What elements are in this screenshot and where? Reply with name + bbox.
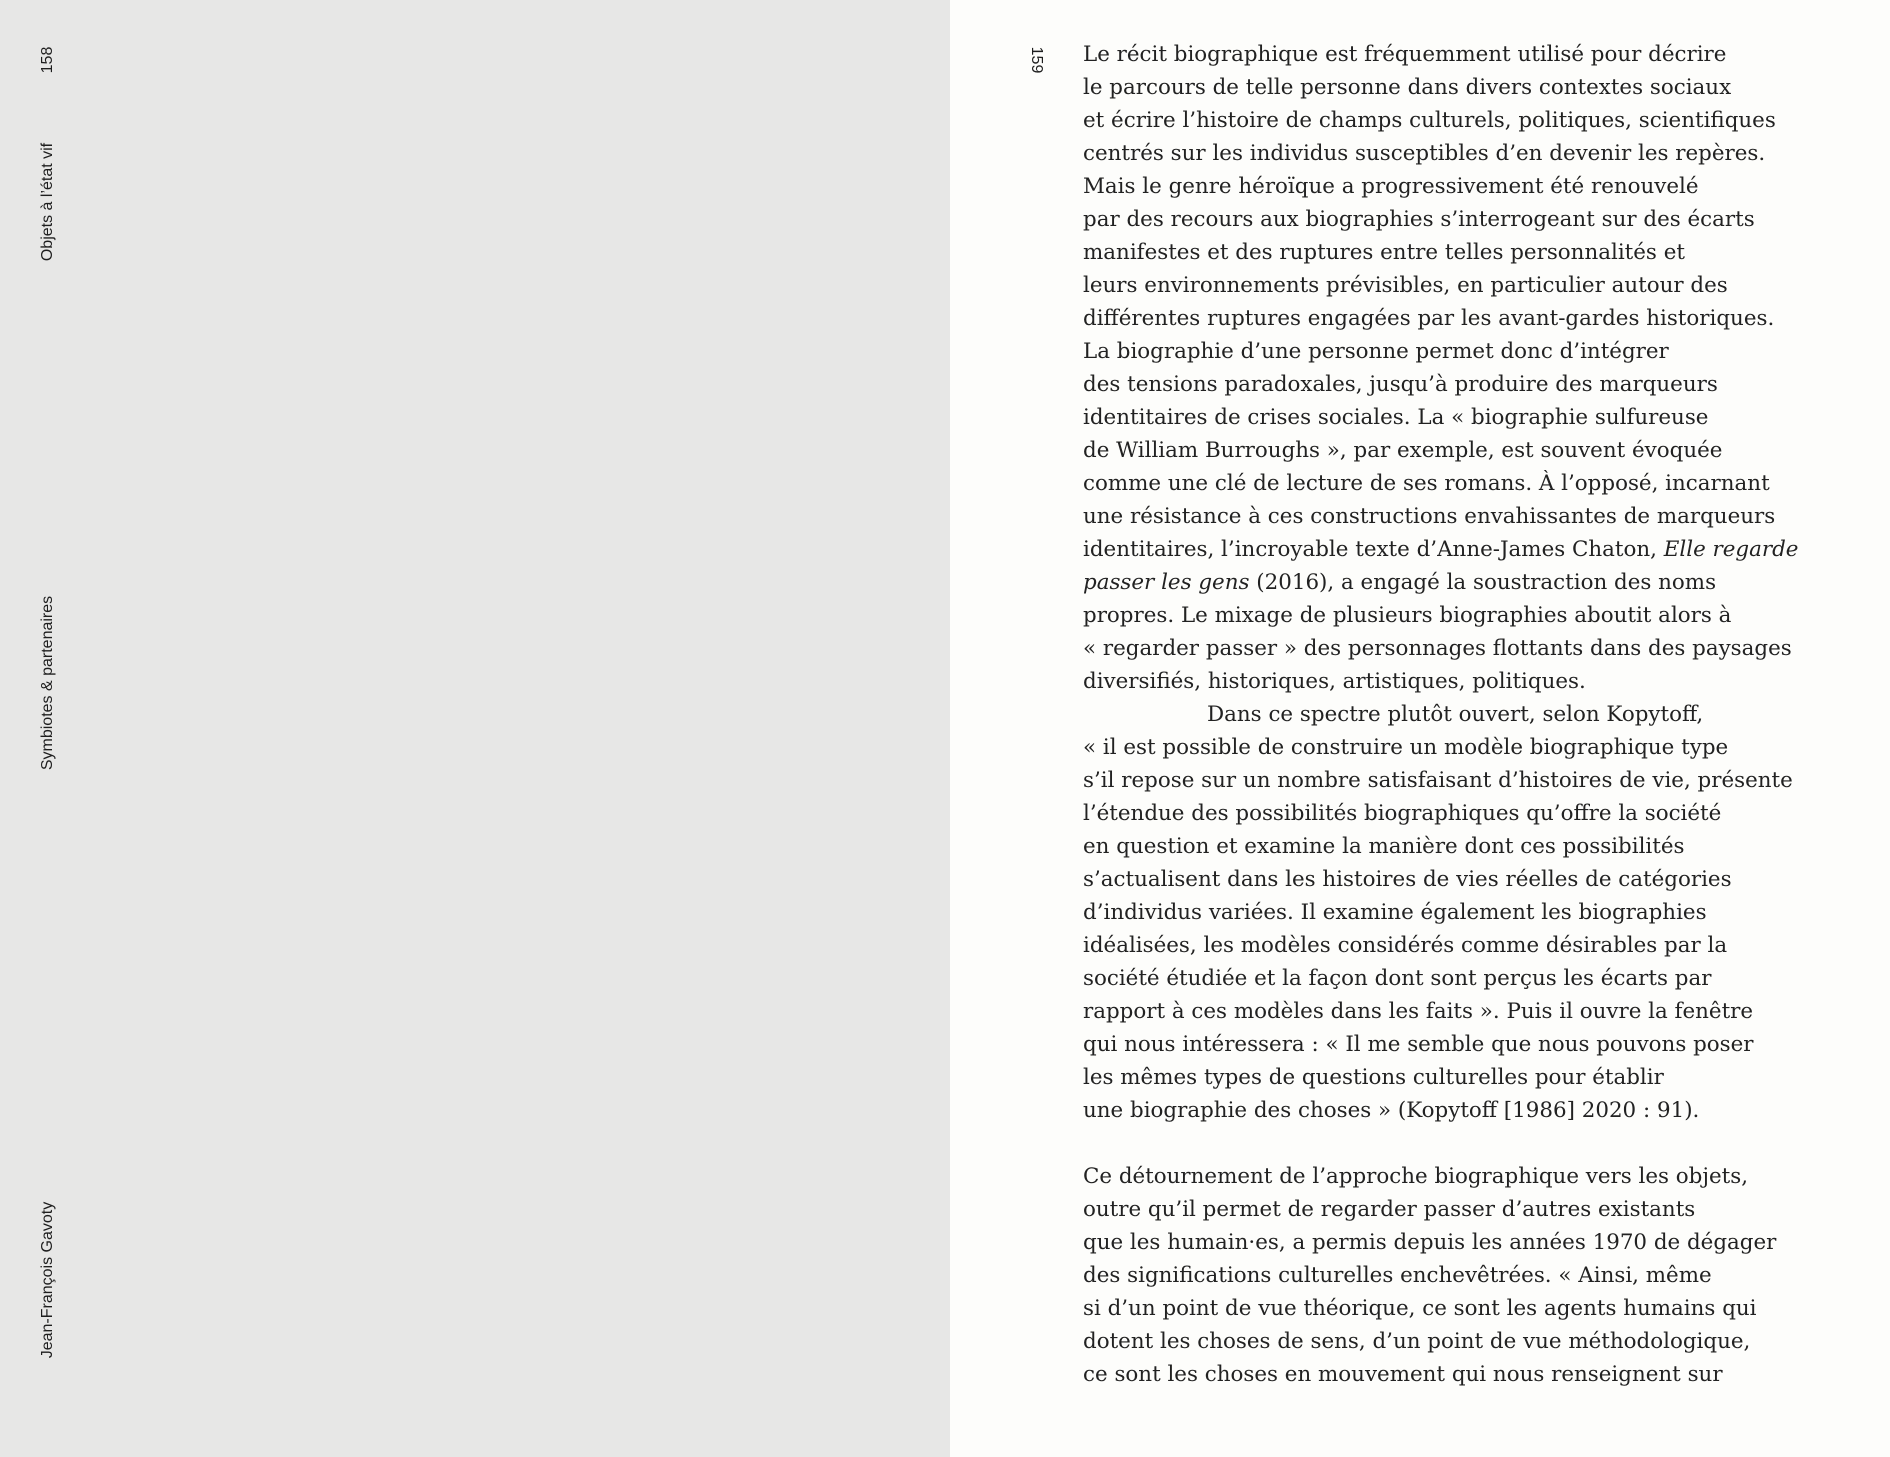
text-line-with-italic xyxy=(1083,566,1813,599)
text-line: s’il repose sur un nombre satisfaisant d’histoires de vie, présente xyxy=(1083,768,1793,793)
paragraph-1 xyxy=(1083,38,1813,698)
text-segment: identitaires, l’incroyable texte d’Anne-James Chaton, xyxy=(1083,537,1664,562)
text-line: centrés sur les individus susceptibles d’en devenir les repères. xyxy=(1083,141,1766,166)
text-line: de William Burroughs », par exemple, est souvent évoquée xyxy=(1083,438,1723,463)
text-line-indented: Dans ce spectre plutôt ouvert, selon Kopytoff, xyxy=(1207,702,1704,727)
text-line: idéalisées, les modèles considérés comme désirables par la xyxy=(1083,933,1728,958)
text-line: des tensions paradoxales, jusqu’à produire des marqueurs xyxy=(1083,372,1718,397)
text-line: outre qu’il permet de regarder passer d’autres existants xyxy=(1083,1197,1696,1222)
text-line: leurs environnements prévisibles, en particulier autour des xyxy=(1083,273,1728,298)
right-page-number: 159 xyxy=(1028,46,1045,74)
text-line: s’actualisent dans les histoires de vies réelles de catégories xyxy=(1083,867,1732,892)
text-line: ce sont les choses en mouvement qui nous renseignent sur xyxy=(1083,1362,1723,1387)
text-line: des significations culturelles enchevêtrées. « Ainsi, même xyxy=(1083,1263,1712,1288)
text-line: l’étendue des possibilités biographiques qu’offre la société xyxy=(1083,801,1722,826)
text-line: diversifiés, historiques, artistiques, politiques. xyxy=(1083,669,1586,694)
text-line: « regarder passer » des personnages flottants dans des paysages xyxy=(1083,636,1792,661)
text-line: une biographie des choses » (Kopytoff [1986] 2020 : 91). xyxy=(1083,1098,1700,1123)
text-line: en question et examine la manière dont ces possibilités xyxy=(1083,834,1685,859)
book-title-italic: Elle regarde xyxy=(1663,537,1799,562)
text-line: et écrire l’histoire de champs culturels, politiques, scientifiques xyxy=(1083,108,1776,133)
text-line: par des recours aux biographies s’interrogeant sur des écarts xyxy=(1083,207,1755,232)
paragraph-3 xyxy=(1083,1160,1813,1391)
text-line: Le récit biographique est fréquemment utilisé pour décrire xyxy=(1083,42,1727,67)
text-line: que les humain·es, a permis depuis les années 1970 de dégager xyxy=(1083,1230,1777,1255)
text-line: dotent les choses de sens, d’un point de vue méthodologique, xyxy=(1083,1329,1751,1354)
paragraph-spacer xyxy=(1083,1127,1813,1160)
book-title-italic: passer les gens xyxy=(1083,570,1250,595)
text-line: qui nous intéressera : « Il me semble que nous pouvons poser xyxy=(1083,1032,1754,1057)
body-text xyxy=(1083,38,1813,1391)
text-line: si d’un point de vue théorique, ce sont les agents humains qui xyxy=(1083,1296,1757,1321)
text-line: les mêmes types de questions culturelles pour établir xyxy=(1083,1065,1664,1090)
text-line-with-italic xyxy=(1083,533,1813,566)
text-line: La biographie d’une personne permet donc d’intégrer xyxy=(1083,339,1669,364)
author-name: Jean-François Gavoty xyxy=(39,1201,56,1359)
text-line: Ce détournement de l’approche biographique vers les objets, xyxy=(1083,1164,1749,1189)
text-segment: (2016), a engagé la soustraction des noms xyxy=(1249,570,1717,595)
text-line: Mais le genre héroïque a progressivement été renouvelé xyxy=(1083,174,1699,199)
text-line: comme une clé de lecture de ses romans. À l’opposé, incarnant xyxy=(1083,471,1770,496)
text-line: « il est possible de construire un modèle biographique type xyxy=(1083,735,1729,760)
paragraph-2 xyxy=(1083,698,1813,1127)
text-line: une résistance à ces constructions envahissantes de marqueurs xyxy=(1083,504,1776,529)
text-line: le parcours de telle personne dans divers contextes sociaux xyxy=(1083,75,1732,100)
text-line: rapport à ces modèles dans les faits ». Puis il ouvre la fenêtre xyxy=(1083,999,1754,1024)
left-page-number: 158 xyxy=(39,46,56,74)
section-title: Symbiotes & partenaires xyxy=(39,595,56,771)
text-line: manifestes et des ruptures entre telles personnalités et xyxy=(1083,240,1685,265)
running-header: Objets à l’état vif xyxy=(39,142,56,262)
text-line: d’individus variées. Il examine également les biographies xyxy=(1083,900,1707,925)
text-line: différentes ruptures engagées par les avant-gardes historiques. xyxy=(1083,306,1775,331)
text-line: société étudiée et la façon dont sont perçus les écarts par xyxy=(1083,966,1712,991)
text-line: identitaires de crises sociales. La « biographie sulfureuse xyxy=(1083,405,1709,430)
text-line: propres. Le mixage de plusieurs biographies aboutit alors à xyxy=(1083,603,1732,628)
